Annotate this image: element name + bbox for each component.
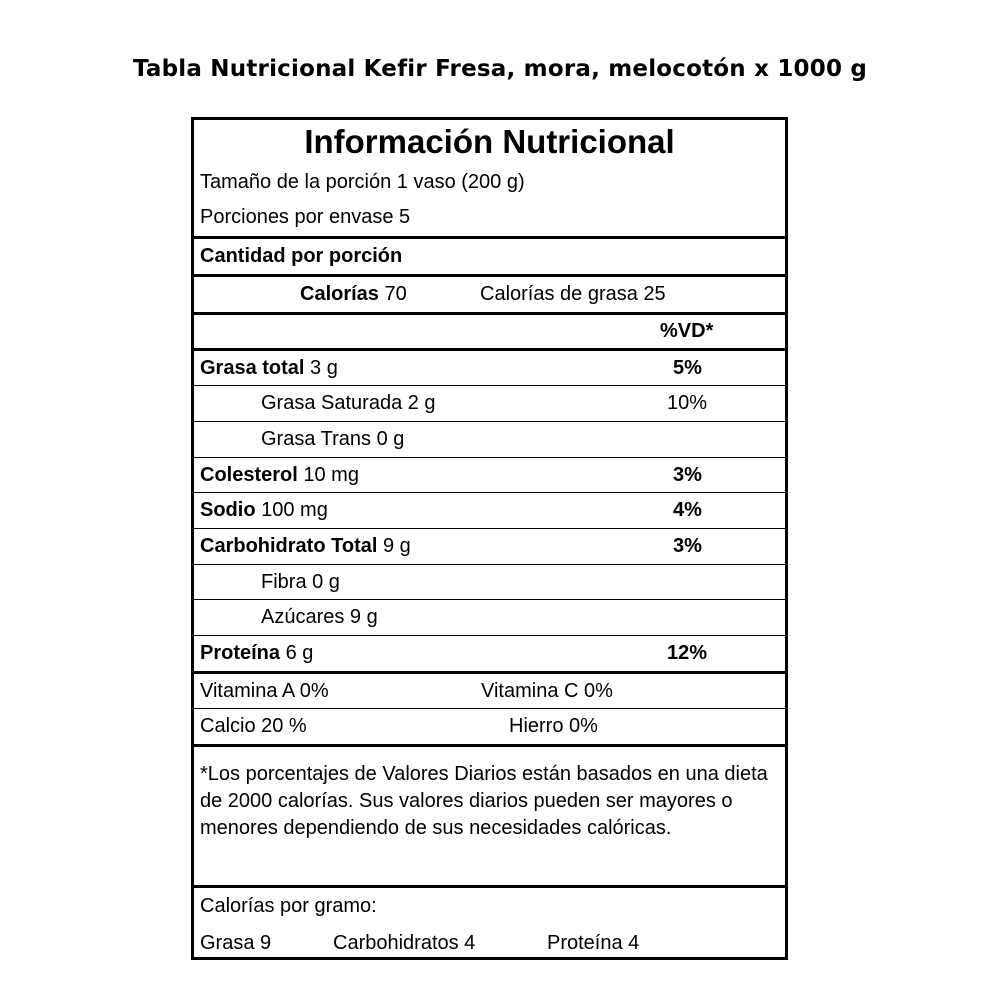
calories-per-gram-section xyxy=(194,885,785,957)
nutrient-row-total-carbohydrate xyxy=(194,528,785,564)
panel-title: Información Nutricional xyxy=(304,123,675,160)
calories xyxy=(300,284,407,304)
carbs-calories-per-gram: Carbohidratos 4 xyxy=(333,932,476,954)
sodium xyxy=(200,500,328,520)
calcium: Calcio 20 % xyxy=(200,715,307,737)
footnote-section xyxy=(194,744,785,885)
calories-label: Calorías xyxy=(300,283,379,305)
cholesterol-label: Colesterol xyxy=(200,464,298,486)
calories-row xyxy=(194,274,785,312)
cholesterol xyxy=(200,465,359,485)
protein-label: Proteína xyxy=(200,642,281,664)
dv-header-row xyxy=(194,312,785,348)
nutrient-row-sodium xyxy=(194,492,785,528)
amount-per-serving-row xyxy=(194,236,785,274)
nutrition-facts-panel xyxy=(191,117,788,960)
nutrient-row-sugars xyxy=(194,599,785,635)
dv-header: %VD* xyxy=(660,320,714,342)
saturated-fat-dv: 10% xyxy=(667,392,708,414)
fiber: Fibra 0 g xyxy=(261,571,340,593)
vitamin-c: Vitamina C 0% xyxy=(481,680,613,702)
trans-fat: Grasa Trans 0 g xyxy=(261,428,405,450)
nutrient-row-cholesterol xyxy=(194,457,785,492)
amount-per-serving-label: Cantidad por porción xyxy=(200,245,403,267)
total-carbohydrate-dv: 3% xyxy=(673,535,702,557)
total-fat-label: Grasa total xyxy=(200,357,305,379)
protein-calories-per-gram: Proteína 4 xyxy=(547,932,640,954)
calories-value: 70 xyxy=(384,283,407,305)
sodium-dv: 4% xyxy=(673,499,702,521)
total-fat xyxy=(200,358,338,378)
vitamins-row-2 xyxy=(194,708,785,744)
saturated-fat: Grasa Saturada 2 g xyxy=(261,392,436,414)
nutrient-row-saturated-fat xyxy=(194,385,785,421)
fat-calories-per-gram: Grasa 9 xyxy=(200,932,272,954)
protein xyxy=(200,643,313,663)
vitamin-a: Vitamina A 0% xyxy=(200,680,329,702)
total-carbohydrate-label: Carbohidrato Total xyxy=(200,535,378,557)
total-carbohydrate-amount: 9 g xyxy=(382,535,411,557)
protein-amount: 6 g xyxy=(285,642,314,664)
cholesterol-dv: 3% xyxy=(673,464,702,486)
total-fat-amount: 3 g xyxy=(310,357,338,379)
nutrient-row-total-fat xyxy=(194,348,785,385)
calories-per-gram-title: Calorías por gramo: xyxy=(200,895,377,917)
iron: Hierro 0% xyxy=(509,715,598,737)
serving-info-section xyxy=(194,120,785,236)
sugars: Azúcares 9 g xyxy=(261,606,378,628)
fat-calories: Calorías de grasa 25 xyxy=(480,283,666,305)
serving-size: Tamaño de la porción 1 vaso (200 g) xyxy=(200,171,525,193)
nutrient-row-trans-fat xyxy=(194,421,785,457)
protein-dv: 12% xyxy=(667,642,708,664)
nutrient-row-fiber xyxy=(194,564,785,599)
cholesterol-amount: 10 mg xyxy=(303,464,359,486)
footnote: *Los porcentajes de Valores Diarios están basados en una dieta de 2000 calorías. Sus valores diarios pueden ser mayores o menores dependiendo de sus necesidades calóricas. xyxy=(200,763,768,839)
page-heading: Tabla Nutricional Kefir Fresa, mora, melocotón x 1000 g xyxy=(132,56,868,82)
nutrient-row-protein xyxy=(194,635,785,671)
servings-per-container: Porciones por envase 5 xyxy=(200,206,411,228)
total-carbohydrate xyxy=(200,536,411,556)
vitamins-row-1 xyxy=(194,671,785,708)
sodium-label: Sodio xyxy=(200,499,256,521)
sodium-amount: 100 mg xyxy=(261,499,328,521)
total-fat-dv: 5% xyxy=(673,357,702,379)
